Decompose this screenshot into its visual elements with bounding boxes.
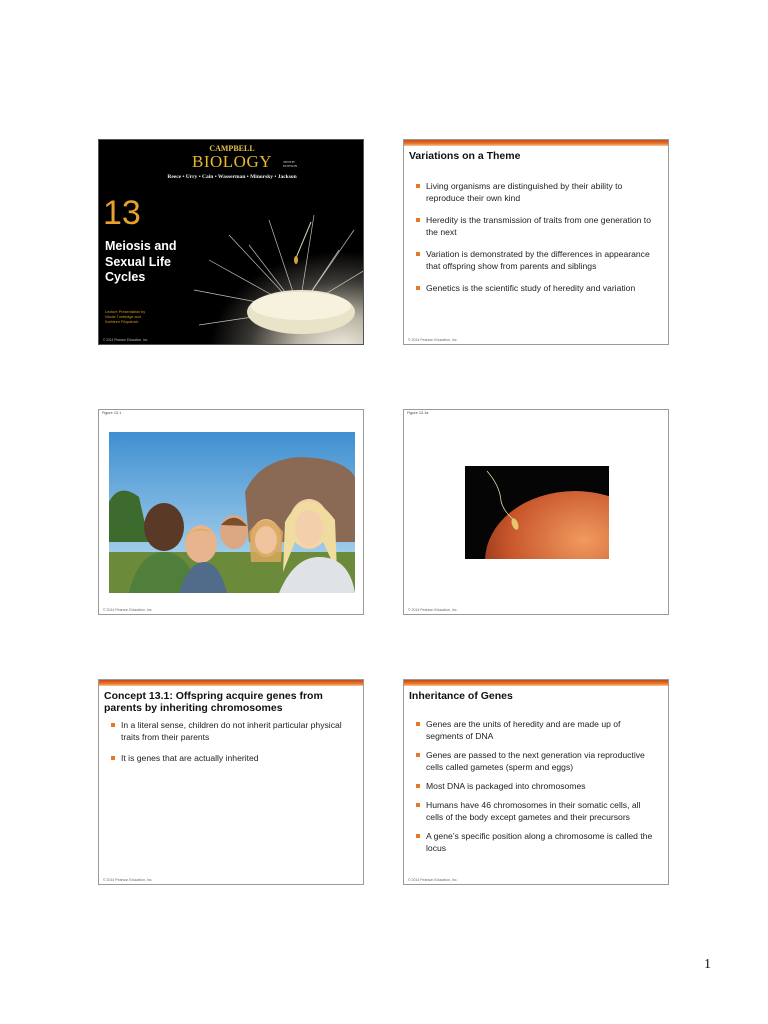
slide-accent-bar [99,680,363,686]
slide-copyright: © 2014 Pearson Education, Inc. [103,878,153,882]
cover-copyright: © 2014 Pearson Education, Inc. [103,338,149,342]
bullet-item: Genes are passed to the next generation via reproductive cells called gametes (sperm and eggs) [416,749,660,773]
family-photo [109,432,355,593]
slide-copyright: © 2014 Pearson Education, Inc. [408,608,458,612]
bullet-item: In a literal sense, children do not inherit particular physical traits from their parents [111,719,355,743]
figure-label: Figure 13.1 [102,411,122,415]
slide-accent-bar [404,140,668,146]
chapter-number: 13 [103,194,141,232]
slide-inheritance [403,679,669,885]
page-number: 1 [704,957,711,972]
bullet-item: It is genes that are actually inherited [111,752,355,764]
bullet-list [416,180,660,294]
slide-concept-13-1 [98,679,364,885]
slide-copyright: © 2014 Pearson Education, Inc. [103,608,153,612]
slide-title: Inheritance of Genes [409,690,513,702]
slide-copyright: © 2014 Pearson Education, Inc. [408,878,458,882]
cover-edition: TENTH EDITION [283,160,298,168]
bullet-item: Living organisms are distinguished by their ability to reproduce their own kind [416,180,660,204]
slide-accent-bar [404,680,668,686]
bullet-item: Most DNA is packaged into chromosomes [416,780,660,792]
figure-label: Figure 13.1a [407,411,429,415]
bullet-item: Variation is demonstrated by the differences in appearance that offspring show from parents and siblings [416,248,660,272]
bullet-item: Genetics is the scientific study of heredity and variation [416,282,660,294]
cover-campbell: CAMPBELL [209,144,255,153]
chapter-title: Meiosis and Sexual Life Cycles [105,239,177,284]
bullet-item: A gene’s specific position along a chromosome is called the locus [416,830,660,854]
slide-title: Concept 13.1: Offspring acquire genes from parents by inheriting chromosomes [104,690,323,714]
slide-variations [403,139,669,345]
presentation-credit: Lecture Presentation by Nicole Tunbridge and Kathleen Fitzpatrick [105,310,146,324]
slide-figure-13-1 [98,409,364,615]
bullet-list [416,718,660,854]
slide-copyright: © 2014 Pearson Education, Inc. [408,338,458,342]
slide-title: Variations on a Theme [409,150,521,162]
slide-cover [98,139,364,345]
cover-biology: BIOLOGY [192,152,272,171]
bullet-item: Humans have 46 chromosomes in their somatic cells, all cells of the body except gametes and their precursors [416,799,660,823]
bullet-list [111,719,355,764]
fertilization-image [465,466,609,559]
slide-figure-13-1a [403,409,669,615]
bullet-item: Heredity is the transmission of traits from one generation to the next [416,214,660,238]
cover-authors: Reece • Urry • Cain • Wasserman • Minorsky • Jackson [167,174,297,180]
bullet-item: Genes are the units of heredity and are made up of segments of DNA [416,718,660,742]
